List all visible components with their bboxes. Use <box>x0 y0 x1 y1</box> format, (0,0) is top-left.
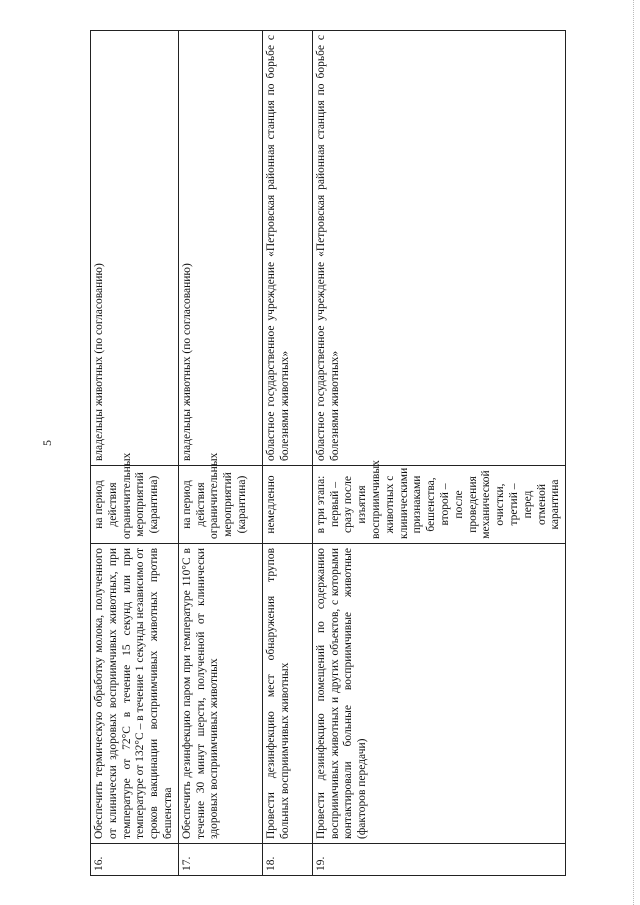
table-row <box>312 31 565 876</box>
row-term: в три этапа: первый – сразу после изъятия восприимчивых животных с клиническими признаками бешенства, второй – после проведения механической очистки, третий – перед отменой карантина <box>312 466 565 544</box>
scan-edge <box>633 0 634 905</box>
row-responsible: областное государственное учреждение «Петровская районная станция по борьбе с болезнями животных» <box>312 31 565 466</box>
measures-table <box>90 30 566 876</box>
row-responsible: областное государственное учреждение «Петровская районная станция по борьбе с болезнями животных» <box>262 31 312 466</box>
page-number: 5 <box>40 440 54 446</box>
row-action: Обеспечить термическую обработку молока, полученного от клинически здоровых восприимчивых животных, при температуре от 72°С в течение 15 секунд или при температуре от 132°С – в течение 1 секунды независимо от сроков вакцинации восприимчивых животных против бешенства <box>91 544 179 844</box>
row-responsible: владельцы животных (по согласованию) <box>91 31 179 466</box>
row-term: немедленно <box>262 466 312 544</box>
rotated-table-wrapper <box>90 31 562 876</box>
row-term: на период действия ограничительных мероприятий (карантина) <box>91 466 179 544</box>
row-action: Провести дезинфекцию помещений по содержанию восприимчивых животных и других объектов, с которыми контактировали больные восприимчивые животные (факторов передачи) <box>312 544 565 844</box>
row-number: 18. <box>262 844 312 876</box>
row-number: 16. <box>91 844 179 876</box>
table-row <box>262 31 312 876</box>
row-responsible: владельцы животных (по согласованию) <box>178 31 262 466</box>
row-action: Провести дезинфекцию мест обнаружения трупов больных восприимчивых животных <box>262 544 312 844</box>
row-number: 17. <box>178 844 262 876</box>
row-number: 19. <box>312 844 565 876</box>
row-action: Обеспечить дезинфекцию паром при температуре 110°С в течение 30 минут шерсти, полученной от клинически здоровых восприимчивых животных <box>178 544 262 844</box>
table-row <box>178 31 262 876</box>
table-row <box>91 31 179 876</box>
row-term: на период действия ограничительных мероприятий (карантина) <box>178 466 262 544</box>
